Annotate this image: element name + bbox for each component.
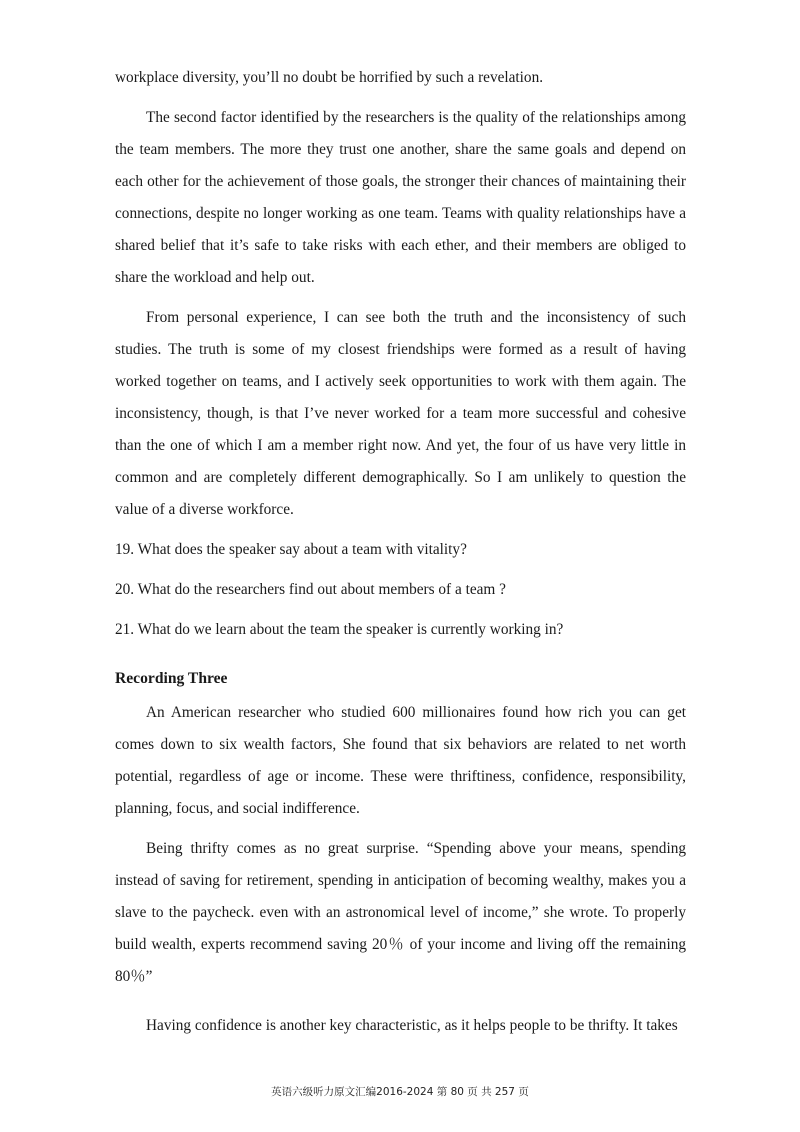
paragraph-confidence: Having confidence is another key characteristic, as it helps people to be thrifty. It takes: [146, 1017, 678, 1034]
paragraph-thrifty: Being thrifty comes as no great surprise. “Spending above your means, spending instead of saving for retirement, spending in anticipation of becoming wealthy, makes you a slave to the paycheck. even with an astronomical level of income,” she wrote. To properly build wealth, experts recommend saving 20％ of your income and living off the remaining 80％”: [115, 840, 686, 985]
page-footer: 英语六级听力原文汇编2016-2024 第 80 页 共 257 页: [271, 1086, 529, 1098]
paragraph-continuation: workplace diversity, you’ll no doubt be horrified by such a revelation.: [115, 69, 544, 86]
question-19: 19. What does the speaker say about a team with vitality?: [115, 541, 467, 558]
section-heading-recording-three: Recording Three: [115, 670, 228, 687]
question-20: 20. What do the researchers find out about members of a team ?: [115, 581, 506, 598]
paragraph-personal-experience: From personal experience, I can see both the truth and the inconsistency of such studies. The truth is some of my closest friendships were formed as a result of having worked together on teams, and I actively seek opportunities to work with them again. The inconsistency, though, is that I’ve never worked for a team more successful and cohesive than the one of which I am a member right now. And yet, the four of us have very little in common and are completely different demographically. So I am unlikely to question the value of a diverse workforce.: [115, 309, 686, 518]
question-21: 21. What do we learn about the team the speaker is currently working in?: [115, 621, 564, 638]
paragraph-millionaires: An American researcher who studied 600 millionaires found how rich you can get comes down to six wealth factors, She found that six behaviors are related to net worth potential, regardless of age or income. These were thriftiness, confidence, responsibility, planning, focus, and social indifference.: [115, 704, 686, 817]
paragraph-second-factor: The second factor identified by the researchers is the quality of the relationships among the team members. The more they trust one another, share the same goals and depend on each other for the achievement of those goals, the stronger their chances of maintaining their connections, despite no longer working as one team. Teams with quality relationships have a shared belief that it’s safe to take risks with each ether, and their members are obliged to share the workload and help out.: [115, 109, 686, 286]
